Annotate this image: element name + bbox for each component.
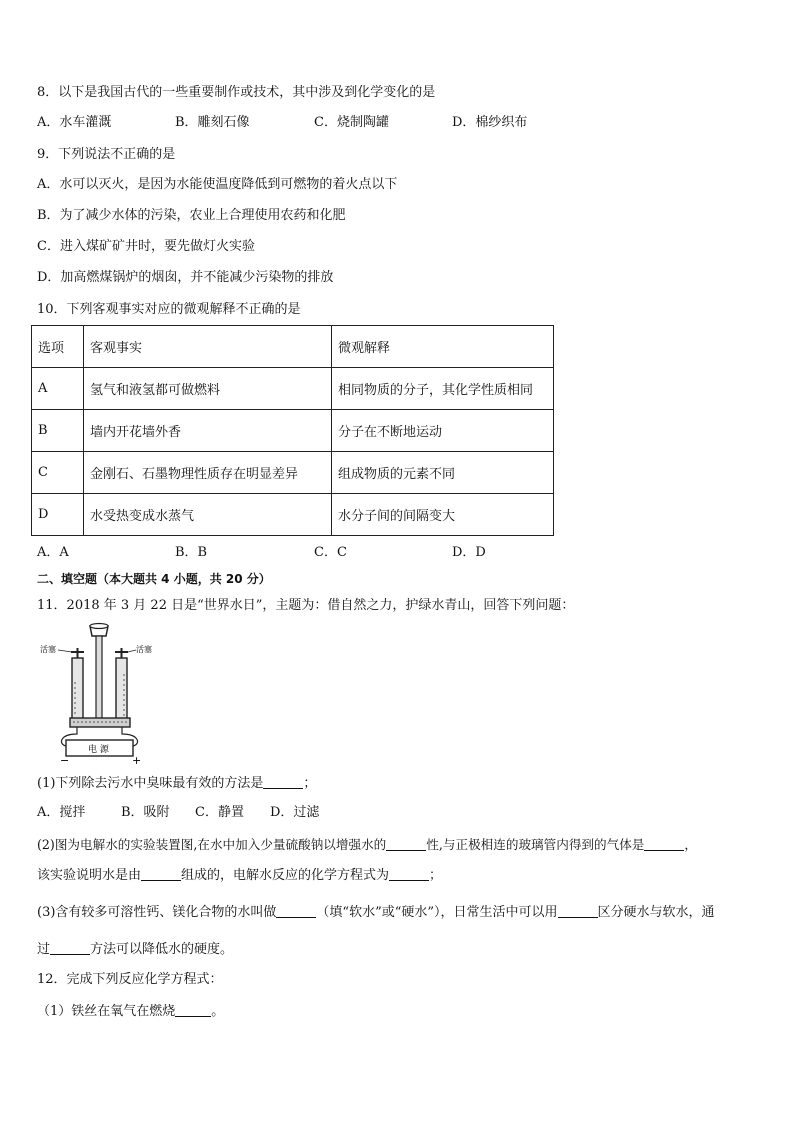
punctuation: ； [303,776,317,791]
q9-stem: 9．下列说法不正确的是 [37,147,176,162]
table-header-cell: 微观解释 [332,326,554,368]
q9-option-b: B．为了减少水体的污染，农业上合理使用农药和化肥 [37,208,346,223]
table-header-cell: 客观事实 [84,326,332,368]
answer-blank[interactable] [263,774,303,789]
answer-blank[interactable] [141,866,181,881]
q9-option-c: C．进入煤矿矿井时，要先做灯火实验 [37,239,255,254]
q11-part3-text: （填“软水”或“硬水”），日常生活中可以用 [316,905,558,920]
q11-part1-text: (1)下列除去污水中臭味最有效的方法是 [37,776,264,791]
label-stopcock-left: 活塞 [40,645,56,654]
answer-blank[interactable] [644,836,684,851]
answer-blank[interactable] [558,903,598,918]
table-cell: 墙内开花墙外香 [84,410,332,452]
q11-part3-text: 方法可以降低水的硬度。 [90,942,234,957]
table-cell: 分子在不断地运动 [332,410,554,452]
q11-part1-options [37,804,597,822]
q8-option-a: A．水车灌溉 [37,115,112,130]
table-cell: C [32,452,84,494]
electrolysis-apparatus-figure [40,622,160,764]
q11-part2-line2 [37,866,442,885]
table-header-cell: 选项 [32,326,84,368]
table-header-row [32,326,554,368]
table-row [32,452,554,494]
answer-blank[interactable] [386,836,426,851]
q10-option-c: C．C [314,545,347,560]
q11-part2-text: 组成的，电解水反应的化学方程式为 [181,868,390,883]
plus-sign: + [132,754,142,764]
q11-part2-text: 性,与正极相连的玻璃管内得到的气体是 [426,837,645,852]
table-cell: 相同物质的分子，其化学性质相同 [332,368,554,410]
q9-option-d: D．加高燃煤锅炉的烟囱，并不能减少污染物的排放 [37,270,334,285]
table-cell: 组成物质的元素不同 [332,452,554,494]
minus-sign: − [60,754,70,764]
q11-part3-line1 [37,903,715,922]
q10-option-a: A．A [37,545,69,560]
answer-blank[interactable] [50,940,90,955]
table-cell: 氢气和液氢都可做燃料 [84,368,332,410]
q12-part1-text: （1）铁丝在氧气在燃烧 [37,1004,176,1019]
q10-option-b: B．B [175,545,208,560]
table-row [32,368,554,410]
q8-stem: 8．以下是我国古代的一些重要制作或技术，其中涉及到化学变化的是 [37,85,436,100]
q10-options [37,544,597,562]
table-cell: A [32,368,84,410]
answer-blank[interactable] [276,903,316,918]
punctuation: ； [429,868,443,883]
q12-part1 [37,1002,224,1021]
table-cell: D [32,494,84,536]
q11-part3-line2 [37,940,233,959]
answer-blank[interactable] [175,1002,211,1017]
q10-option-d: D．D [452,545,486,560]
q8-option-d: D．棉纱织布 [452,115,528,130]
q11-part1 [37,774,316,793]
q11-part2-line1 [37,836,697,854]
q10-table [31,325,554,536]
power-supply-label: 电 源 [88,745,109,755]
table-row [32,410,554,452]
table-cell: 金刚石、石墨物理性质存在明显差异 [84,452,332,494]
q11-option-c: C．静置 [195,805,244,820]
answer-blank[interactable] [389,866,429,881]
q11-part3-text: 区分硬水与软水，通 [597,905,715,920]
punctuation: ， [684,837,697,852]
q12-stem: 12．完成下列反应化学方程式： [37,972,223,987]
q10-stem: 10．下列客观事实对应的微观解释不正确的是 [37,302,301,317]
section-heading: 二、填空题（本大题共 4 小题，共 20 分） [37,572,271,586]
q11-option-d: D．过滤 [270,805,320,820]
q8-option-b: B．雕刻石像 [175,115,250,130]
q9-option-a: A．水可以灭火，是因为水能使温度降低到可燃物的着火点以下 [37,177,398,192]
q11-stem: 11．2018 年 3 月 22 日是“世界水日”，主题为：借自然之力，护绿水青山，回答下列问题： [37,598,575,613]
q11-option-b: B．吸附 [121,805,170,820]
q11-part2-text: 该实验说明水是由 [37,868,142,883]
label-stopcock-right: 活塞 [136,645,152,654]
table-row [32,494,554,536]
q11-option-a: A．搅拌 [37,805,86,820]
q8-options [37,114,597,132]
punctuation: 。 [211,1004,225,1019]
q11-part3-text: 过 [37,942,51,957]
table-cell: 水分子间的间隔变大 [332,494,554,536]
table-cell: 水受热变成水蒸气 [84,494,332,536]
q11-part2-text: (2)图为电解水的实验装置图,在水中加入少量硫酸钠以增强水的 [37,837,387,852]
q11-part3-text: (3)含有较多可溶性钙、镁化合物的水叫做 [37,905,277,920]
table-cell: B [32,410,84,452]
q8-option-c: C．烧制陶罐 [314,115,389,130]
